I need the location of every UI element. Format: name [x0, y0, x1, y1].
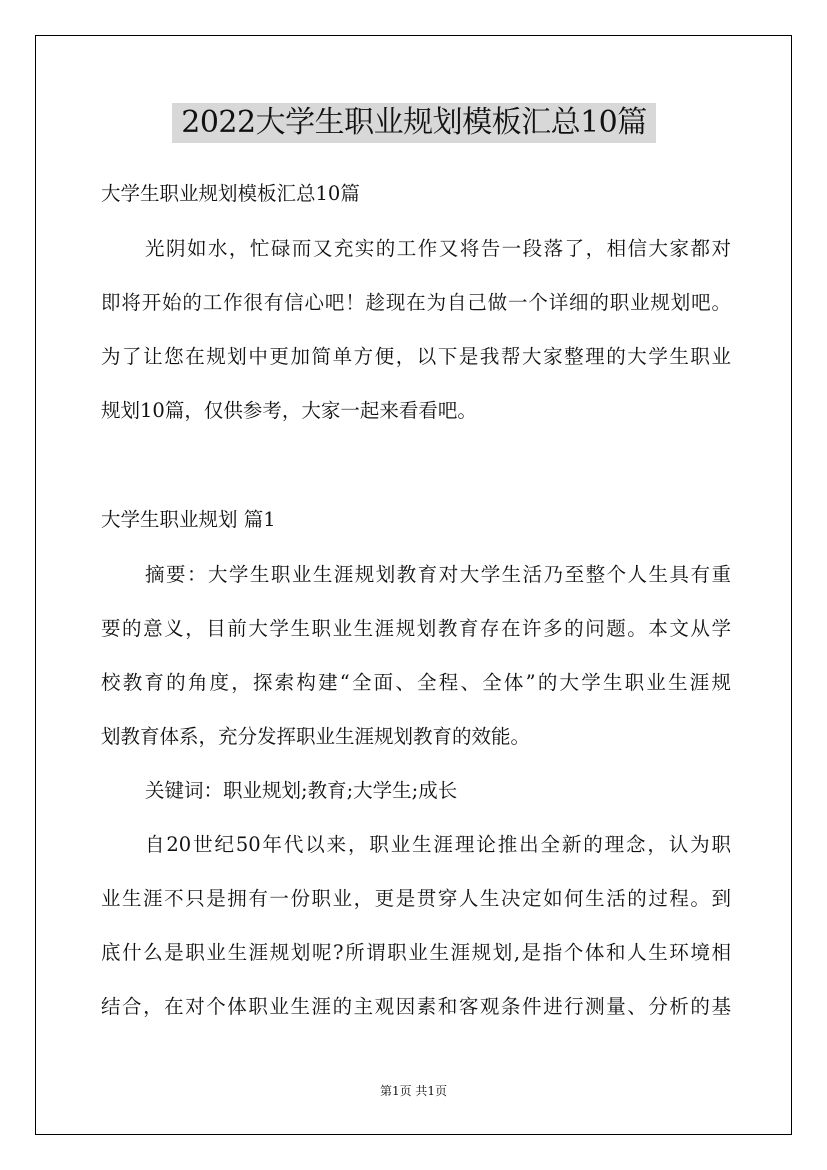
- intro-line-1: 光阴如水，忙碌而又充实的工作又将告一段落了，相信大家都对: [145, 237, 731, 260]
- intro-line-3: 为了让您在规划中更加简单方便，以下是我帮大家整理的大学生职业: [101, 345, 731, 368]
- intro-line-2: 即将开始的工作很有信心吧！趁现在为自己做一个详细的职业规划吧。: [101, 291, 731, 314]
- abstract-line-4: 划教育体系，充分发挥职业生涯规划教育的效能。: [101, 725, 531, 748]
- body-line-4: 结合，在对个体职业生涯的主观因素和客观条件进行测量、分析的基: [101, 995, 731, 1018]
- abstract-line-3: 校教育的角度，探索构建“全面、全程、全体”的大学生职业生涯规: [101, 671, 731, 694]
- body-line-3: 底什么是职业生涯规划呢?所谓职业生涯规划,是指个体和人生环境相: [101, 941, 731, 964]
- section-heading: 大学生职业规划 篇1: [101, 508, 276, 531]
- page-number-footer: 第1页 共1页: [379, 1084, 448, 1098]
- keywords-line: 关键词：职业规划;教育;大学生;成长: [145, 779, 458, 802]
- abstract-line-2: 要的意义，目前大学生职业生涯规划教育存在许多的问题。本文从学: [101, 617, 731, 640]
- abstract-line-1: 摘要：大学生职业生涯规划教育对大学生活乃至整个人生具有重: [145, 563, 731, 586]
- document-subtitle: 大学生职业规划模板汇总10篇: [101, 182, 360, 205]
- intro-line-4: 规划10篇，仅供参考，大家一起来看看吧。: [101, 399, 477, 422]
- document-title: 2022大学生职业规划模板汇总10篇: [172, 103, 656, 143]
- body-line-1: 自20世纪50年代以来，职业生涯理论推出全新的理念，认为职: [145, 833, 731, 856]
- body-line-2: 业生涯不只是拥有一份职业，更是贯穿人生决定如何生活的过程。到: [101, 887, 731, 910]
